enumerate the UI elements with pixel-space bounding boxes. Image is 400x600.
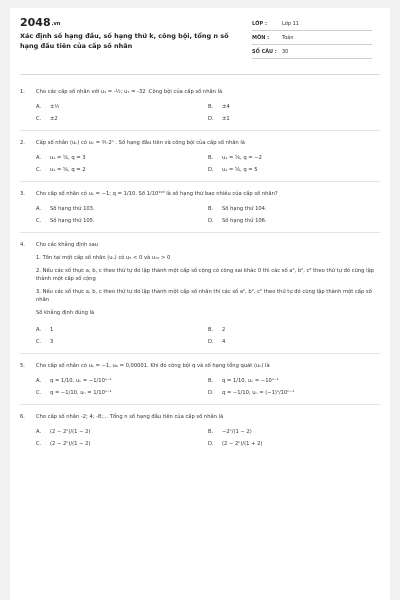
option-letter: B. — [208, 429, 214, 435]
question-text: Cho các khẳng định sau — [36, 242, 99, 248]
option-letter: D. — [208, 339, 214, 345]
document-header — [10, 8, 390, 78]
option-letter: B. — [208, 327, 214, 333]
option-letter: A. — [36, 378, 42, 384]
options — [36, 319, 380, 353]
option-text: Số hạng thứ 105. — [50, 218, 95, 224]
option-c[interactable] — [36, 114, 208, 124]
option-c[interactable] — [36, 337, 208, 347]
option-d[interactable] — [208, 165, 380, 175]
option-a[interactable] — [36, 102, 208, 112]
option-text: ±2 — [50, 116, 58, 122]
option-text: q = 1/10, uₙ = −1/10ⁿ⁻¹ — [50, 378, 112, 384]
question-number: 4. — [20, 242, 25, 248]
document-title: Xác định số hạng đầu, số hạng thứ k, công bội, tổng n số hạng đầu tiên của cấp số nhân — [20, 32, 229, 50]
option-letter: C. — [36, 167, 42, 173]
question-4 — [20, 232, 380, 353]
option-b[interactable] — [208, 204, 380, 214]
option-c[interactable] — [36, 216, 208, 226]
option-letter: D. — [208, 116, 214, 122]
option-a[interactable] — [36, 204, 208, 214]
option-letter: A. — [36, 327, 42, 333]
option-letter: A. — [36, 155, 42, 161]
option-text: (2 − 2ⁿ)/(1 + 2) — [222, 441, 263, 447]
option-text: u₁ = ⅚, q = −2 — [222, 155, 262, 161]
option-text: (2 − 2ⁿ)/(1 − 2) — [50, 429, 91, 435]
option-text: q = −1/10, uₙ = 1/10ⁿ⁻¹ — [50, 390, 112, 396]
question-number: 5. — [20, 363, 25, 369]
question-number: 1. — [20, 89, 25, 95]
option-letter: A. — [36, 429, 42, 435]
question-6 — [20, 404, 380, 455]
options — [36, 96, 380, 130]
option-letter: D. — [208, 441, 214, 447]
option-d[interactable] — [208, 114, 380, 124]
statement-1: 1. Tồn tại một cấp số nhân (uₙ) có u₅ < 0 và u₇₀ > 0 — [36, 255, 171, 261]
option-b[interactable] — [208, 427, 380, 437]
option-text: 1 — [50, 327, 54, 333]
question-2 — [20, 130, 380, 181]
option-b[interactable] — [208, 153, 380, 163]
option-letter: C. — [36, 390, 42, 396]
option-letter: A. — [36, 206, 42, 212]
option-text: 4 — [222, 339, 226, 345]
option-text: u₁ = ⅚, q = 5 — [222, 167, 258, 173]
option-text: (2 − 2ⁿ)/(1 − 2) — [50, 441, 91, 447]
option-letter: B. — [208, 104, 214, 110]
option-c[interactable] — [36, 439, 208, 449]
option-text: ±4 — [222, 104, 230, 110]
option-d[interactable] — [208, 337, 380, 347]
option-d[interactable] — [208, 388, 380, 398]
question-number: 3. — [20, 191, 25, 197]
question-number: 2. — [20, 140, 25, 146]
option-c[interactable] — [36, 388, 208, 398]
options — [36, 147, 380, 181]
option-letter: C. — [36, 116, 42, 122]
header-divider — [20, 74, 380, 75]
question-3 — [20, 181, 380, 232]
option-text: q = −1/10, uₙ = (−1)ⁿ/10ⁿ⁻¹ — [222, 390, 295, 396]
option-letter: B. — [208, 155, 214, 161]
option-text: u₁ = ⅚, q = 2 — [50, 167, 86, 173]
question-text: Cho các cấp số nhân với u₁ = -½; u₇ = -32 .Công bội của cấp số nhân là — [36, 89, 223, 95]
meta-table — [252, 18, 372, 60]
option-letter: D. — [208, 167, 214, 173]
meta-value: Toán — [282, 35, 294, 41]
options — [36, 421, 380, 455]
option-b[interactable] — [208, 376, 380, 386]
option-text: 3 — [50, 339, 54, 345]
option-letter: D. — [208, 218, 214, 224]
option-text: −2ⁿ/(1 − 2) — [222, 429, 252, 435]
question-number: 6. — [20, 414, 25, 420]
question-list — [20, 80, 380, 455]
question-text: Cho cấp số nhân -2; 4; -8;... Tổng n số hạng đầu tiên của cấp số nhân là — [36, 414, 224, 420]
meta-key: LỚP : — [252, 21, 267, 27]
option-a[interactable] — [36, 376, 208, 386]
statement-prompt: Số khẳng định đúng là — [36, 310, 95, 316]
option-text: Số hạng thứ 103. — [50, 206, 95, 212]
meta-row-subject — [252, 32, 372, 45]
option-text: q = 1/10, uₙ = −10ⁿ⁻¹ — [222, 378, 279, 384]
meta-key: SỐ CÂU : — [252, 49, 277, 55]
option-letter: B. — [208, 206, 214, 212]
option-text: Số hạng thứ 106. — [222, 218, 267, 224]
option-d[interactable] — [208, 439, 380, 449]
option-letter: B. — [208, 378, 214, 384]
option-d[interactable] — [208, 216, 380, 226]
statement-3: 3. Nếu các số thực a, b, c theo thứ tự đó lập thành một cấp số nhân thì các số a², b², c² theo thứ tự đó cũng lập thành một cấp số nhân — [36, 289, 372, 303]
option-b[interactable] — [208, 102, 380, 112]
option-text: ±½ — [50, 104, 60, 110]
option-letter: D. — [208, 390, 214, 396]
option-letter: A. — [36, 104, 42, 110]
logo-suffix: .vn — [51, 21, 61, 27]
question-text: Cấp số nhân (uₙ) có uₙ = ⅗·2ⁿ . Số hạng đầu tiên và công bội của cấp số nhân là — [36, 140, 245, 146]
option-b[interactable] — [208, 325, 380, 335]
logo — [20, 16, 60, 29]
meta-key: MÔN : — [252, 35, 270, 41]
question-text: Cho cấp số nhân có u₁ = −1; q = 1/10. Số 1/10¹⁰³ là số hạng thứ bao nhiêu của cấp số nhân? — [36, 191, 278, 197]
options — [36, 198, 380, 232]
logo-text: 2048 — [20, 16, 51, 29]
document-page — [10, 8, 390, 600]
question-text: Cho cấp số nhân có u₁ = −1, u₆ = 0,00001. Khi đó công bội q và số hạng tổng quát (uₙ) là — [36, 363, 270, 369]
option-letter: C. — [36, 441, 42, 447]
question-5 — [20, 353, 380, 404]
meta-row-class — [252, 18, 372, 31]
meta-value: 30 — [282, 49, 289, 55]
option-text: u₁ = ⅚, q = 3 — [50, 155, 86, 161]
option-c[interactable] — [36, 165, 208, 175]
option-letter: C. — [36, 339, 42, 345]
question-1 — [20, 80, 380, 130]
option-text: Số hạng thứ 104. — [222, 206, 267, 212]
option-letter: C. — [36, 218, 42, 224]
option-a[interactable] — [36, 153, 208, 163]
option-a[interactable] — [36, 325, 208, 335]
meta-row-count — [252, 46, 372, 59]
statement-2: 2. Nếu các số thực a, b, c theo thứ tự đó lập thành một cấp số cộng có công sai khác 0 thì các số a², b², c² theo thứ tự đó cũng lập thành một cấp số cộng — [36, 268, 375, 282]
options — [36, 370, 380, 404]
option-text: 2 — [222, 327, 226, 333]
meta-value: Lớp 11 — [282, 21, 299, 27]
option-a[interactable] — [36, 427, 208, 437]
option-text: ±1 — [222, 116, 230, 122]
